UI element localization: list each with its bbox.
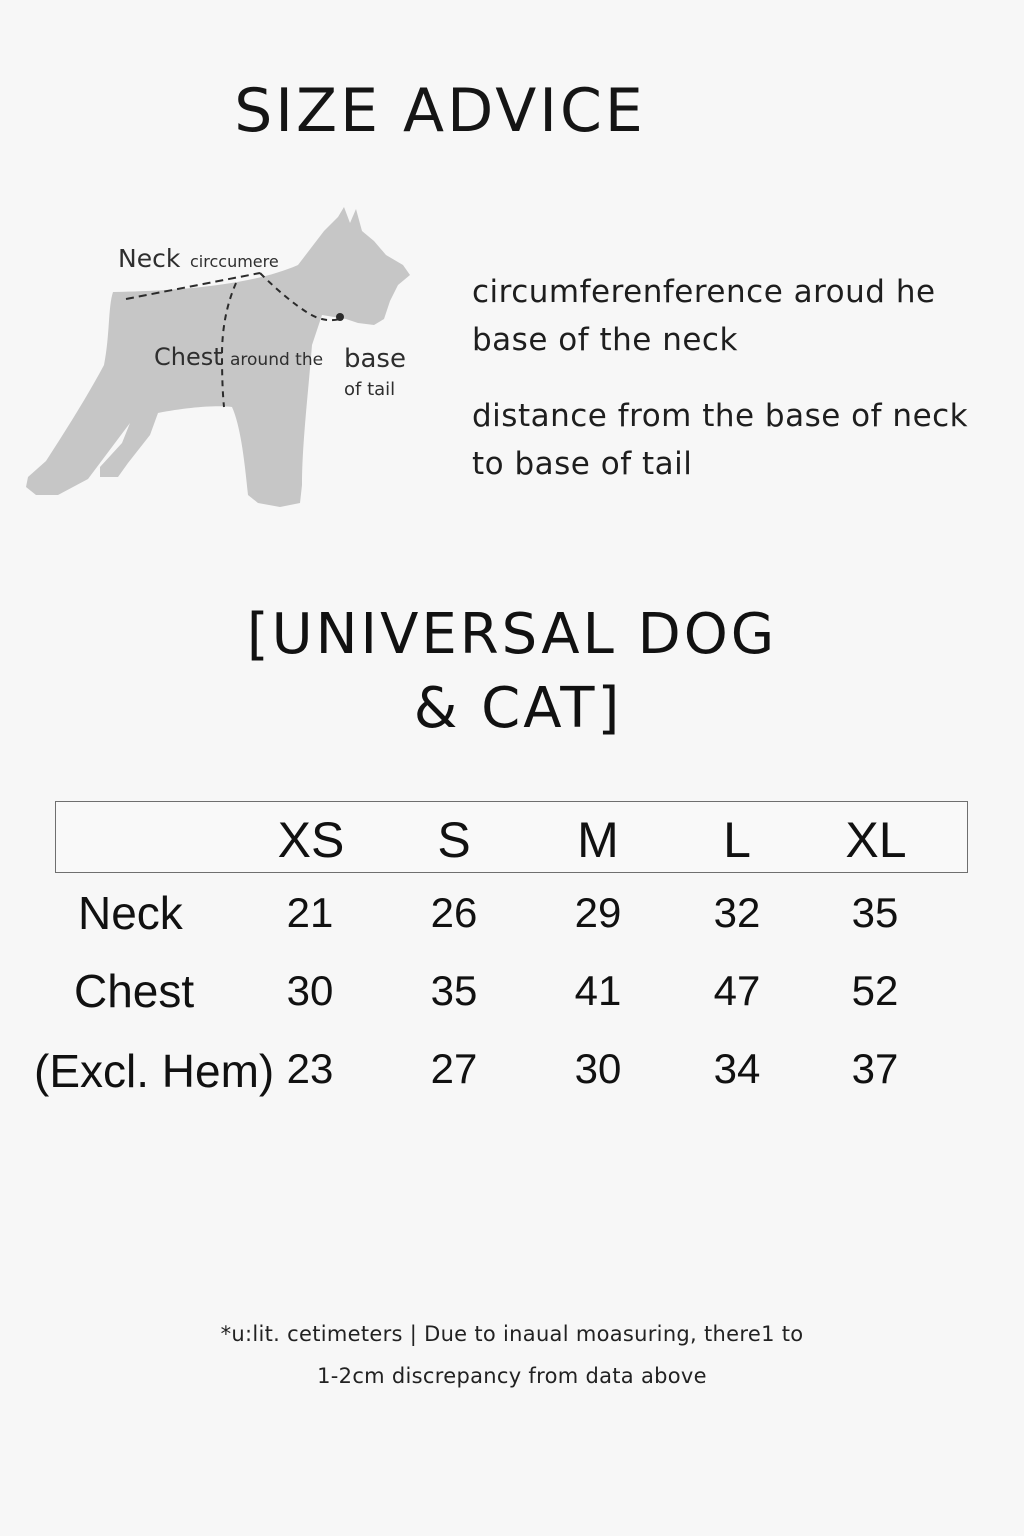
length-description xyxy=(472,392,1002,488)
length-description-line1: distance from the base of neck xyxy=(472,398,969,434)
neck-measure-end xyxy=(336,313,344,321)
footnote-line1: *u:lit. cetimeters | Due to inaual moasuring, there1 to xyxy=(220,1322,804,1346)
footnote xyxy=(0,1313,1024,1397)
table-cell: 37 xyxy=(851,1045,899,1092)
table-cell: 21 xyxy=(286,889,334,936)
length-description-line2: to base of tail xyxy=(472,446,693,482)
table-cell: 34 xyxy=(713,1045,761,1092)
row-label-neck: Neck xyxy=(78,887,183,939)
table-cell: 30 xyxy=(286,967,334,1014)
diagram-label-base: base xyxy=(344,344,406,374)
diagram-label-neck-small: circcumere xyxy=(190,252,279,271)
table-cell: 47 xyxy=(713,967,761,1014)
section-subtitle xyxy=(0,598,1024,746)
size-label-xs: XS xyxy=(277,812,345,868)
size-label-s: S xyxy=(437,812,471,868)
subtitle-line2: & CAT] xyxy=(413,676,623,741)
subtitle-line1: [UNIVERSAL DOG xyxy=(246,602,778,667)
size-label-m: M xyxy=(577,812,619,868)
row-label-chest: Chest xyxy=(74,965,195,1017)
table-cell: 32 xyxy=(713,889,761,936)
diagram-label-of-tail: of tail xyxy=(344,379,396,400)
table-cell: 29 xyxy=(574,889,622,936)
table-cell: 41 xyxy=(574,967,622,1014)
diagram-label-around: around the xyxy=(230,350,324,370)
footnote-line2: 1-2cm discrepancy from data above xyxy=(317,1364,707,1388)
table-cell: 35 xyxy=(430,967,478,1014)
table-cell: 52 xyxy=(851,967,899,1014)
neck-description xyxy=(472,268,1002,364)
page-title: SIZE ADVICE xyxy=(234,76,646,146)
diagram-label-chest: Chest xyxy=(154,343,223,371)
table-cell: 26 xyxy=(430,889,478,936)
size-label-l: L xyxy=(723,812,751,868)
table-cell: 23 xyxy=(286,1045,334,1092)
row-label-excl-hem: (Excl. Hem) xyxy=(34,1045,275,1097)
size-label-xl: XL xyxy=(845,812,907,868)
diagram-label-neck: Neck xyxy=(118,244,181,273)
table-cell: 30 xyxy=(574,1045,622,1092)
neck-description-line2: base of the neck xyxy=(472,322,738,358)
table-cell: 35 xyxy=(851,889,899,936)
neck-description-line1: circumferenference aroud he xyxy=(472,274,936,310)
table-cell: 27 xyxy=(430,1045,478,1092)
dog-silhouette-diagram xyxy=(18,195,438,525)
